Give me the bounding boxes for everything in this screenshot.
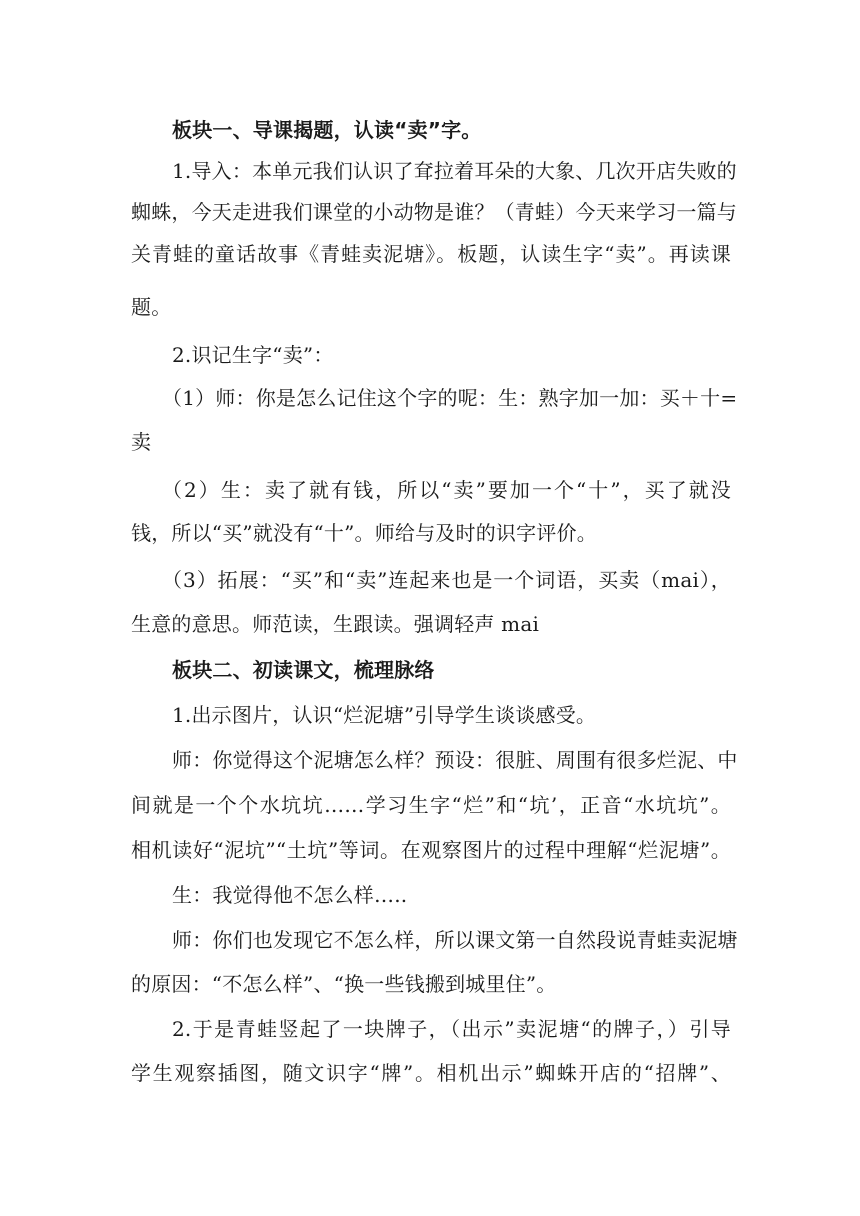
paragraph-line: （1）师：你是怎么记住这个字的呢：生：熟字加一加：买＋十=	[162, 386, 738, 410]
paragraph-line: 卖	[131, 430, 152, 454]
paragraph-line: 钱，所以“买”就没有“十”。师给与及时的识字评价。	[131, 521, 597, 545]
section-1-heading: 板块一、导课揭题，认读“卖”字。	[172, 118, 482, 142]
paragraph-line: 师：你们也发现它不怎么样，所以课文第一自然段说青蛙卖泥塘	[172, 928, 738, 952]
paragraph-line: 间就是一个个水坑坑……学习生字“烂”和“坑’，正音“水坑坑”。	[131, 793, 731, 817]
paragraph-line: （2）生：卖了就有钱，所以“卖”要加一个“十”，买了就没	[162, 478, 731, 502]
paragraph-line: 师：你觉得这个泥塘怎么样？预设：很脏、周围有很多烂泥、中	[172, 748, 738, 772]
paragraph-line: 生：我觉得他不怎么样…..	[172, 883, 408, 907]
paragraph-line: （3）拓展：“买”和“卖”连起来也是一个词语，买卖（mai），	[162, 568, 731, 592]
paragraph-line: 蜘蛛，今天走进我们课堂的小动物是谁？（青蛙）今天来学习一篇与	[131, 200, 737, 224]
paragraph-line: 关青蛙的童话故事《青蛙卖泥塘》。板题，认读生字“卖”。再读课	[131, 242, 731, 266]
paragraph-line: 2.识记生字“卖”：	[172, 343, 334, 367]
paragraph-line: 的原因：“不怎么样”、“换一些钱搬到城里住”。	[131, 972, 557, 996]
paragraph-line: 学生观察插图，随文识字“牌”。相机出示”蜘蛛开店的“招牌”、	[131, 1061, 731, 1085]
paragraph-line: 生意的意思。师范读，生跟读。强调轻声 mai	[131, 612, 540, 636]
paragraph-line: 1.导入：本单元我们认识了耷拉着耳朵的大象、几次开店失败的	[172, 159, 737, 183]
section-2-heading: 板块二、初读课文，梳理脉络	[172, 658, 435, 682]
paragraph-line: 1.出示图片，认识“烂泥塘”引导学生谈谈感受。	[172, 703, 597, 727]
paragraph-line: 题。	[131, 295, 172, 319]
paragraph-line: 2.于是青蛙竖起了一块牌子，（出示”卖泥塘“的牌子，）引导	[172, 1017, 731, 1041]
paragraph-line: 相机读好“泥坑”“土坑”等词。在观察图片的过程中理解“烂泥塘”。	[131, 838, 731, 862]
